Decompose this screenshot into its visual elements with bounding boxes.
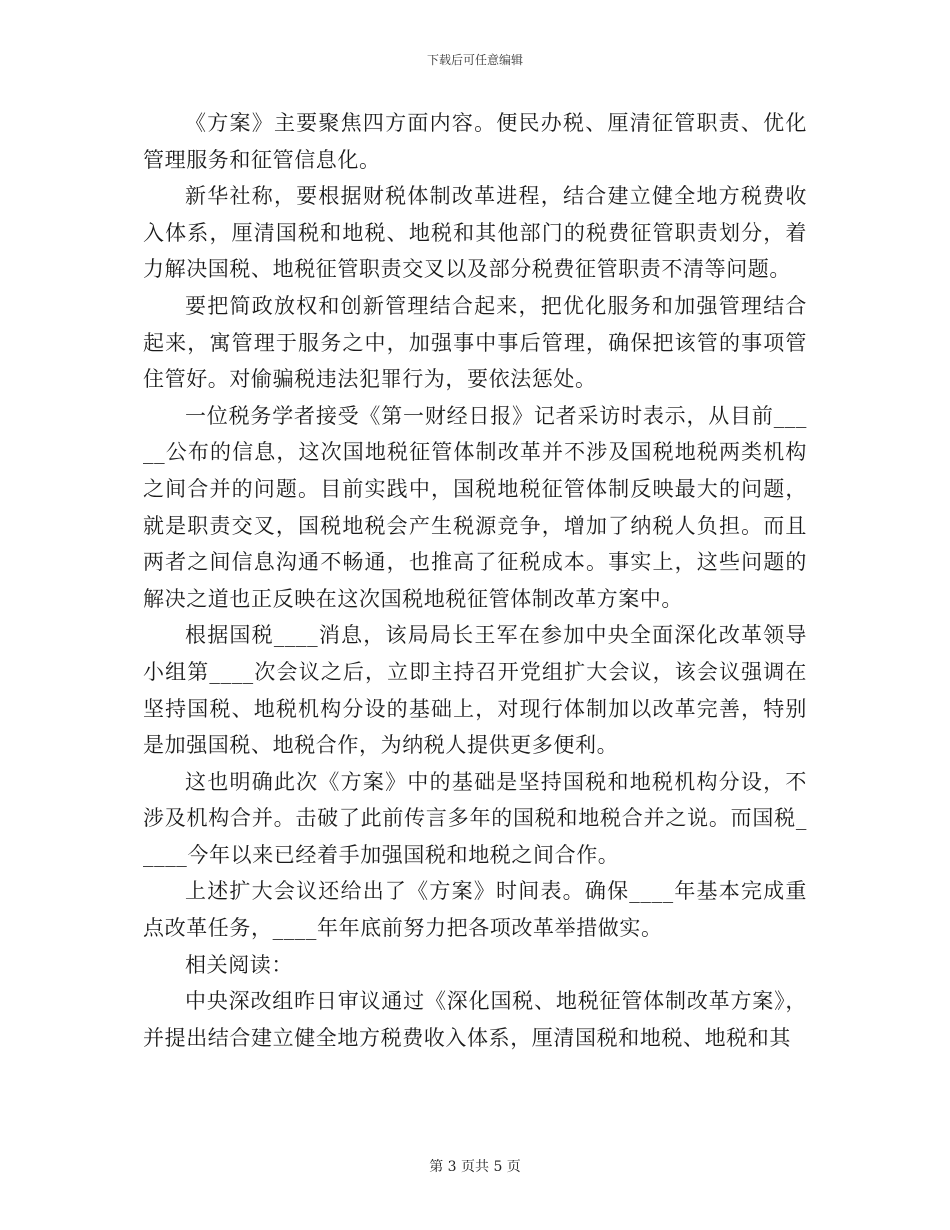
document-body [143,105,807,1056]
paragraph-9: 中央深改组昨日审议通过《深化国税、地税征管体制改革方案》，并提出结合建立健全地方税费收入体系，厘清国税和地税、地税和其 [143,989,807,1050]
paragraph-4: 一位税务学者接受《第一财经日报》记者采访时表示，从目前_____公布的信息，这次国地税征管体制改革并不涉及国税地税两类机构之间合并的问题。目前实践中，国税地税征管体制反映最大的问题，就是职责交叉，国税地税会产生税源竞争，增加了纳税人负担。而且两者之间信息沟通不畅通，也推高了征税成本。事实上，这些问题的解决之道也正反映在这次国税地税征管体制改革方案中。 [143,403,807,611]
paragraph-1: 《方案》主要聚焦四方面内容。便民办税、厘清征管职责、优化管理服务和征管信息化。 [143,111,807,172]
paragraph-6: 这也明确此次《方案》中的基础是坚持国税和地税机构分设，不涉及机构合并。击破了此前传言多年的国税和地税合并之说。而国税_____今年以来已经着手加强国税和地税之间合作。 [143,769,807,867]
paragraph-2: 新华社称，要根据财税体制改革进程，结合建立健全地方税费收入体系，厘清国税和地税、地税和其他部门的税费征管职责划分，着力解决国税、地税征管职责交叉以及部分税费征管职责不清等问题。 [143,184,807,282]
related-reading-heading: 相关阅读： [185,952,293,977]
paragraph-7: 上述扩大会议还给出了《方案》时间表。确保____年基本完成重点改革任务，____年年底前努力把各项改革举措做实。 [143,879,807,941]
page-footer: 第 3 页共 5 页 [429,1159,521,1175]
paragraph-5: 根据国税____消息，该局局长王军在参加中央全面深化改革领导小组第____次会议之后，立即主持召开党组扩大会议，该会议强调在坚持国税、地税机构分设的基础上，对现行体制加以改革完善，特别是加强国税、地税合作，为纳税人提供更多便利。 [143,623,807,758]
paragraph-3: 要把简政放权和创新管理结合起来，把优化服务和加强管理结合起来，寓管理于服务之中，加强事中事后管理，确保把该管的事项管住管好。对偷骗税违法犯罪行为，要依法惩处。 [143,293,807,392]
page-header: 下载后可任意编辑 [426,53,523,67]
